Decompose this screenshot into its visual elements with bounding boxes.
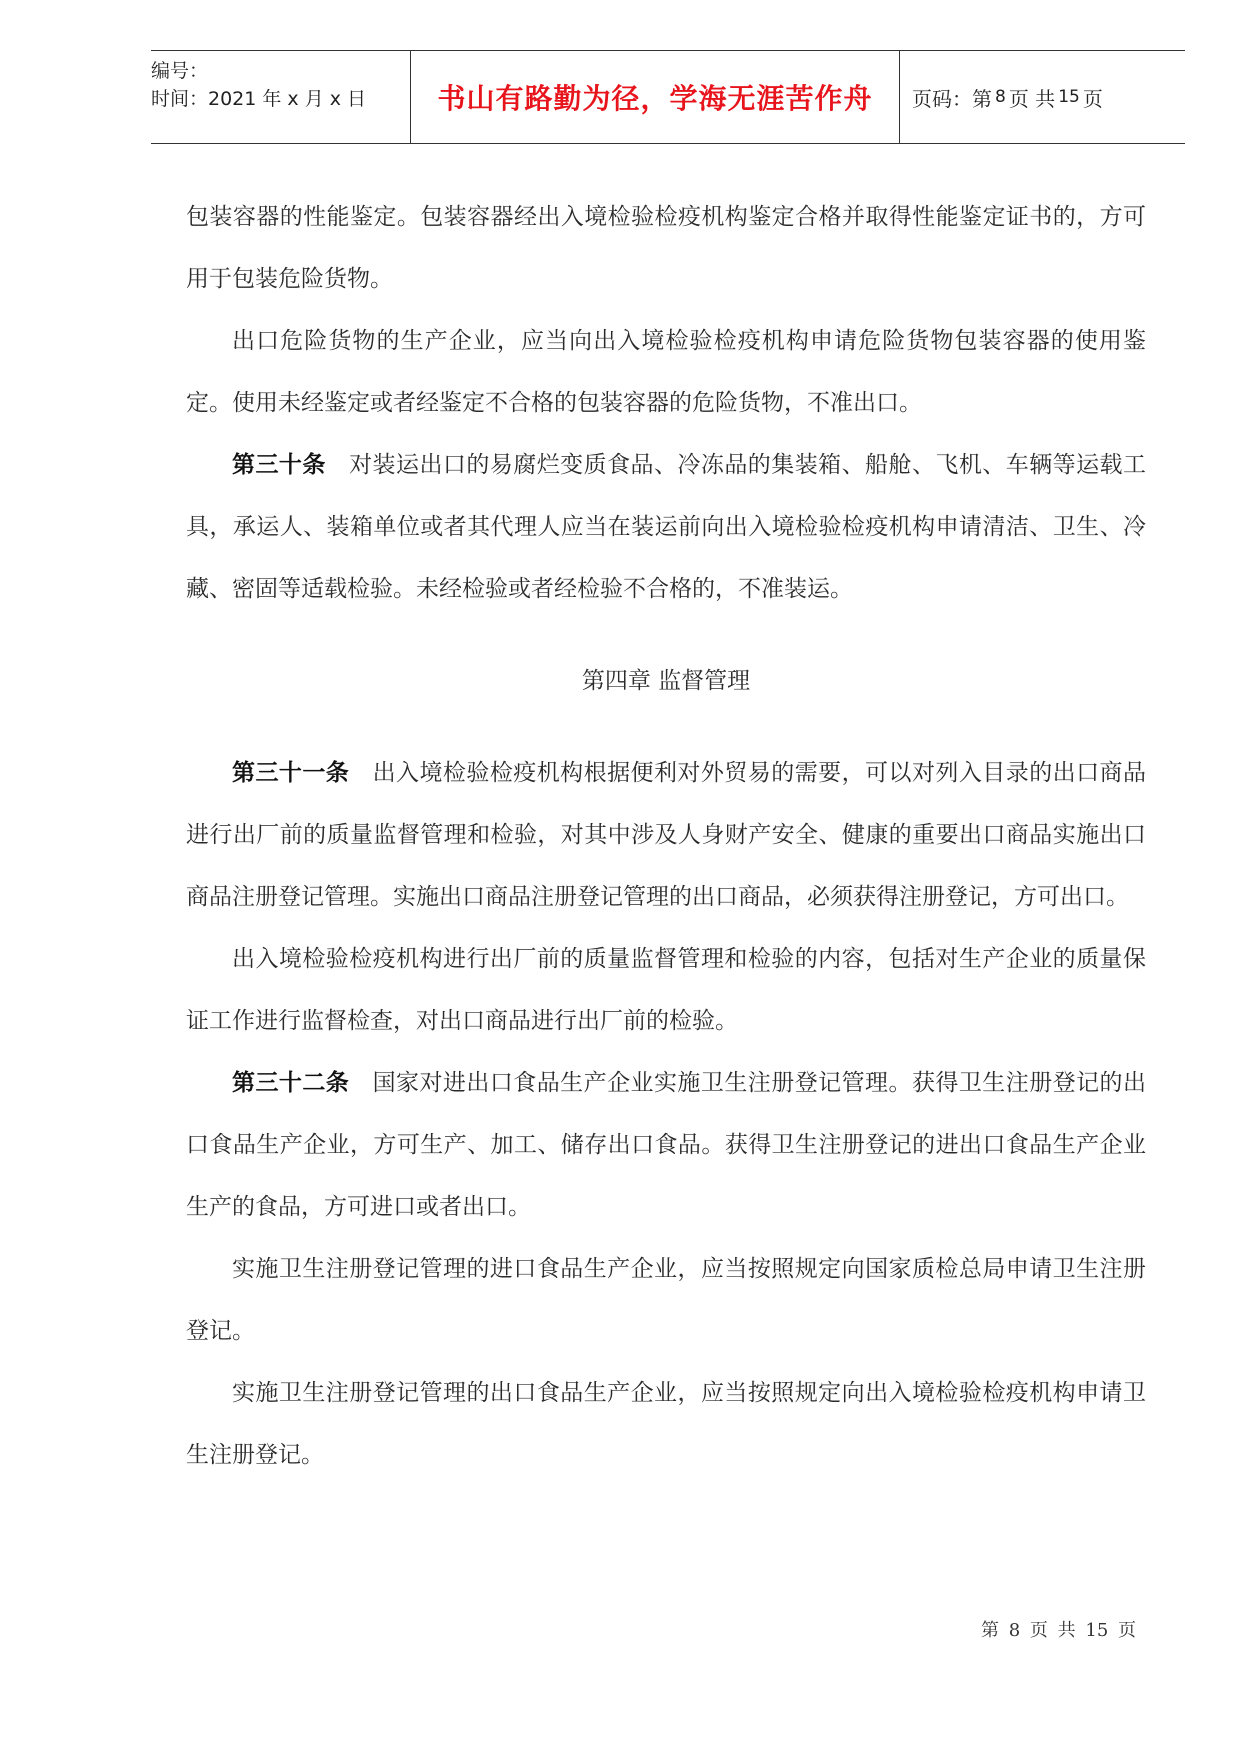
article-number: 第三十一条 [232,760,350,786]
article-number: 第三十条 [232,452,326,478]
article-number: 第三十二条 [232,1070,350,1096]
document-body [186,186,1146,1486]
paragraph: 包装容器的性能鉴定。包装容器经出入境检验检疫机构鉴定合格并取得性能鉴定证书的，方可用于包装危险货物。 [186,204,1146,292]
header-meta [151,51,411,143]
document-number-label: 编号： [151,60,209,82]
paragraph: 出入境检验检疫机构进行出厂前的质量监督管理和检验的内容，包括对生产企业的质量保证工作进行监督检查，对出口商品进行出厂前的检验。 [186,946,1146,1034]
article-paragraph: 第三十条 对装运出口的易腐烂变质食品、冷冻品的集装箱、船舱、飞机、车辆等运载工具，承运人、装箱单位或者其代理人应当在装运前向出入境检验检疫机构申请清洁、卫生、冷藏、密固等适载检验。未经检验或者经检验不合格的，不准装运。 [186,452,1147,602]
page-header [151,50,1185,144]
page-mid: 页 共 [1008,86,1056,111]
article-paragraph: 第三十二条 国家对进出口食品生产企业实施卫生注册登记管理。获得卫生注册登记的出口食品生产企业，方可生产、加工、储存出口食品。获得卫生注册登记的进出口食品生产企业生产的食品，方可进口或者出口。 [186,1070,1147,1220]
header-page-indicator [900,51,1185,143]
page-suffix: 页 [1082,86,1103,111]
chapter-heading: 第四章 监督管理 [581,668,751,694]
paragraph: 出口危险货物的生产企业，应当向出入境检验检疫机构申请危险货物包装容器的使用鉴定。使用未经鉴定或者经鉴定不合格的包装容器的危险货物，不准出口。 [186,328,1146,416]
document-time-label: 时间：2021 年 x 月 x 日 [151,88,367,110]
paragraph: 实施卫生注册登记管理的出口食品生产企业，应当按照规定向出入境检验检疫机构申请卫生注册登记。 [186,1380,1146,1468]
header-motto: 书山有路勤为径，学海无涯苦作舟 [411,51,900,143]
page-prefix: 页码：第 [912,86,992,111]
page-footer: 第 8 页 共 15 页 [981,1620,1136,1641]
page-total: 15 [1058,87,1080,107]
page-current: 8 [995,87,1006,107]
paragraph: 实施卫生注册登记管理的进口食品生产企业，应当按照规定向国家质检总局申请卫生注册登记。 [186,1256,1146,1344]
article-paragraph: 第三十一条 出入境检验检疫机构根据便利对外贸易的需要，可以对列入目录的出口商品进行出厂前的质量监督管理和检验，对其中涉及人身财产安全、健康的重要出口商品实施出口商品注册登记管理。实施出口商品注册登记管理的出口商品，必须获得注册登记，方可出口。 [186,760,1147,910]
